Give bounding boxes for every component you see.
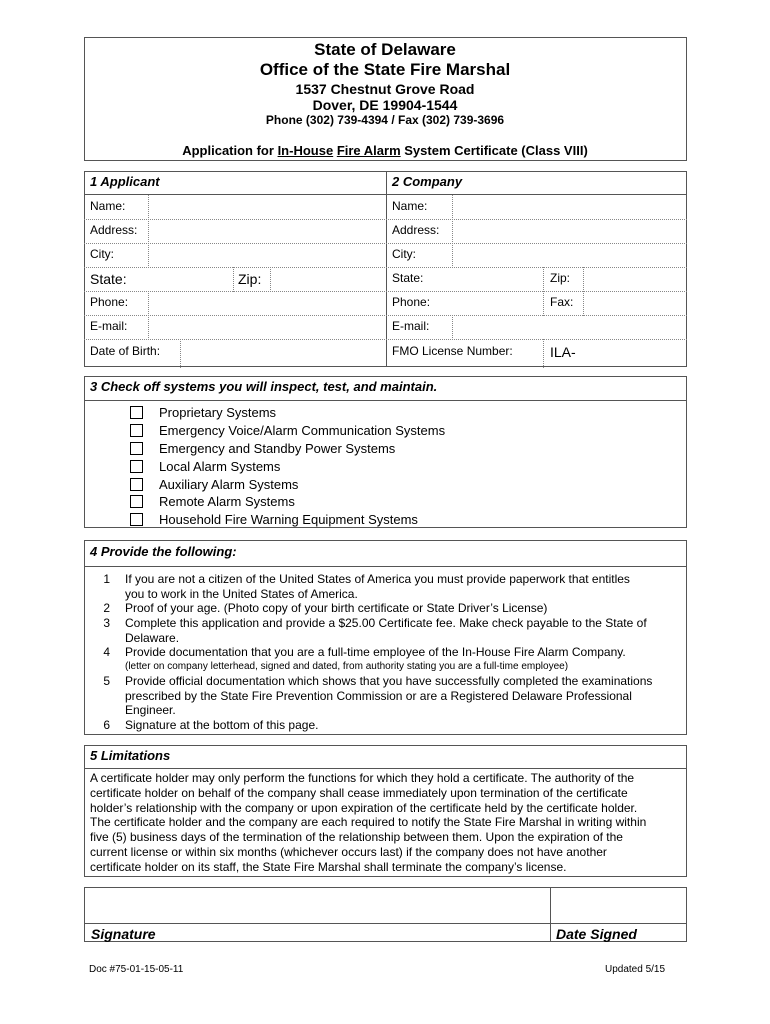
systems-header-rule	[84, 400, 687, 401]
applicant-name-label: Name:	[90, 199, 126, 213]
section12-center-rule	[386, 171, 387, 367]
applicant-address-input[interactable]	[150, 220, 384, 242]
company-license-input[interactable]	[585, 340, 684, 366]
company-name-input[interactable]	[454, 196, 684, 218]
limitations-line: current license or within six months (whichever occurs last) if the company does not have another	[90, 844, 607, 859]
checkbox[interactable]	[130, 406, 143, 419]
system-label: Emergency Voice/Alarm Communication Systems	[159, 422, 446, 438]
limitations-line: certificate holder on its staff, the State Fire Marshal shall terminate the company’s license.	[90, 859, 567, 874]
col-rule	[233, 267, 234, 292]
provide-item-line: Delaware.	[125, 630, 180, 645]
applicant-address-label: Address:	[90, 223, 138, 237]
system-item[interactable]	[130, 492, 295, 510]
company-city-input[interactable]	[454, 244, 684, 266]
provide-item-text	[125, 674, 681, 718]
provide-item-line: Proof of your age. (Photo copy of your birth certificate or State Driver’s License)	[125, 601, 548, 615]
col-rule	[452, 291, 453, 292]
applicant-zip-label: Zip:	[238, 271, 262, 287]
applicant-phone-label: Phone:	[90, 295, 129, 309]
company-email-input[interactable]	[454, 316, 684, 338]
provide-item-text	[125, 601, 681, 616]
system-item[interactable]	[130, 475, 298, 493]
company-address-input[interactable]	[454, 220, 684, 242]
col-rule	[148, 291, 149, 340]
checkbox[interactable]	[130, 495, 143, 508]
applicant-state-input[interactable]	[150, 268, 232, 290]
form-title-post: System Certificate (Class VIII)	[400, 143, 588, 158]
limitations-line: The certificate holder and the company are each required to notify the State Fire Marshal in writing within	[90, 815, 647, 830]
state-title: State of Delaware	[314, 40, 456, 59]
applicant-dob-input[interactable]	[182, 340, 384, 366]
system-item[interactable]	[130, 510, 418, 528]
provide-item-line: Provide documentation that you are a full-time employee of the In-House Fire Alarm Company.	[125, 645, 626, 659]
system-label: Emergency and Standby Power Systems	[159, 440, 396, 456]
col-rule	[270, 267, 271, 292]
provide-item-text	[125, 572, 681, 601]
applicant-heading: 1 Applicant	[90, 174, 160, 189]
checkbox[interactable]	[130, 442, 143, 455]
applicant-email-input[interactable]	[150, 316, 384, 338]
form-title-pre: Application for	[182, 143, 278, 158]
company-city-label: City:	[392, 247, 416, 261]
applicant-city-input[interactable]	[150, 244, 384, 266]
applicant-city-label: City:	[90, 247, 114, 261]
system-label: Local Alarm Systems	[159, 458, 281, 474]
provide-item-line: Provide official documentation which shows that you have successfully completed the examinations	[125, 674, 653, 688]
system-item[interactable]	[130, 403, 276, 421]
limitations-header-rule	[84, 768, 687, 769]
system-item[interactable]	[130, 439, 395, 457]
provide-item-text	[125, 616, 681, 645]
applicant-state-label: State:	[90, 271, 127, 287]
system-label: Auxiliary Alarm Systems	[159, 476, 299, 492]
applicant-name-input[interactable]	[150, 196, 384, 218]
company-fax-label: Fax:	[550, 295, 574, 309]
form-title-inhouse: In-House	[277, 143, 334, 158]
provide-item-number: 1	[103, 572, 110, 586]
company-email-label: E-mail:	[392, 319, 430, 333]
signature-rule	[84, 923, 687, 924]
system-label: Household Fire Warning Equipment Systems	[159, 511, 418, 527]
col-rule	[452, 315, 453, 340]
provide-item-number: 5	[103, 674, 110, 688]
col-rule	[148, 195, 149, 268]
col-rule	[452, 195, 453, 268]
checkbox[interactable]	[130, 460, 143, 473]
limitations-line: certificate holder on behalf of the company shall cease immediately upon termination of the certificate	[90, 785, 628, 800]
company-state-label: State:	[392, 271, 424, 285]
limitations-line: five (5) business days of the termination of the relationship between them. Upon the expiration of the	[90, 830, 623, 845]
office-city: Dover, DE 19904-1544	[312, 97, 458, 113]
company-heading: 2 Company	[392, 174, 463, 189]
form-title	[84, 143, 686, 158]
limitations-text	[90, 771, 684, 875]
provide-item-number: 4	[103, 645, 110, 659]
limitations-heading: 5 Limitations	[90, 748, 171, 763]
col-rule	[543, 339, 544, 368]
office-phone-fax: Phone (302) 739-4394 / Fax (302) 739-3696	[265, 113, 505, 127]
limitations-line: holder’s relationship with the company or upon expiration of the certificate held by the certificate holder.	[90, 800, 638, 815]
signature-divider	[550, 887, 551, 942]
applicant-zip-input[interactable]	[272, 268, 384, 290]
checkbox[interactable]	[130, 424, 143, 437]
company-license-prefix: ILA-	[550, 344, 576, 360]
systems-heading: 3 Check off systems you will inspect, test, and maintain.	[90, 379, 438, 394]
applicant-email-label: E-mail:	[90, 319, 128, 333]
provide-item-line: Signature at the bottom of this page.	[125, 718, 319, 732]
company-phone-label: Phone:	[392, 295, 431, 309]
doc-number: Doc #75-01-15-05-11	[89, 964, 184, 975]
system-label: Remote Alarm Systems	[159, 493, 295, 509]
provide-item-line: If you are not a citizen of the United States of America you must provide paperwork that entitles	[125, 572, 630, 586]
provide-item-number: 2	[103, 601, 110, 615]
provide-item-line: prescribed by the State Fire Prevention Commission or are a Registered Delaware Professional	[125, 688, 632, 703]
company-zip-label: Zip:	[550, 271, 571, 285]
provide-item-number: 3	[103, 616, 110, 630]
company-name-label: Name:	[392, 199, 428, 213]
company-address-label: Address:	[392, 223, 440, 237]
provide-header-rule	[84, 566, 687, 567]
provide-item-text	[125, 718, 681, 733]
provide-item-text	[125, 645, 681, 674]
company-phone-input[interactable]	[454, 292, 542, 314]
company-zip-input[interactable]	[585, 268, 684, 290]
col-rule	[180, 339, 181, 368]
date-signed-input[interactable]	[552, 889, 685, 922]
provide-heading: 4 Provide the following:	[90, 544, 237, 559]
applicant-phone-input[interactable]	[150, 292, 384, 314]
company-fax-input[interactable]	[585, 292, 684, 314]
form-title-firealarm: Fire Alarm	[336, 143, 401, 158]
provide-item-line: you to work in the United States of America.	[125, 586, 358, 601]
col-rule	[543, 267, 544, 316]
updated-date: Updated 5/15	[605, 964, 666, 975]
signature-input[interactable]	[86, 889, 548, 922]
col-rule	[583, 267, 584, 316]
signature-label: Signature	[91, 926, 156, 942]
provide-item-line: Engineer.	[125, 703, 176, 718]
checkbox[interactable]	[130, 478, 143, 491]
provide-item-number: 6	[103, 718, 110, 732]
office-title: Office of the State Fire Marshal	[259, 60, 511, 79]
provide-item-line: Complete this application and provide a $25.00 Certificate fee. Make check payable to the State of	[125, 616, 647, 630]
system-item[interactable]	[130, 421, 445, 439]
company-license-label: FMO License Number:	[392, 344, 513, 358]
provide-item-note: (letter on company letterhead, signed and dated, from authority stating you are a full-time employee)	[125, 660, 569, 672]
date-signed-label: Date Signed	[556, 926, 637, 942]
system-item[interactable]	[130, 457, 280, 475]
system-label: Proprietary Systems	[159, 404, 277, 420]
limitations-line: A certificate holder may only perform the functions for which they hold a certificate. The authority of the	[90, 771, 635, 785]
office-street: 1537 Chestnut Grove Road	[295, 81, 475, 97]
applicant-dob-label: Date of Birth:	[90, 344, 161, 358]
checkbox[interactable]	[130, 513, 143, 526]
company-state-input[interactable]	[454, 268, 542, 290]
